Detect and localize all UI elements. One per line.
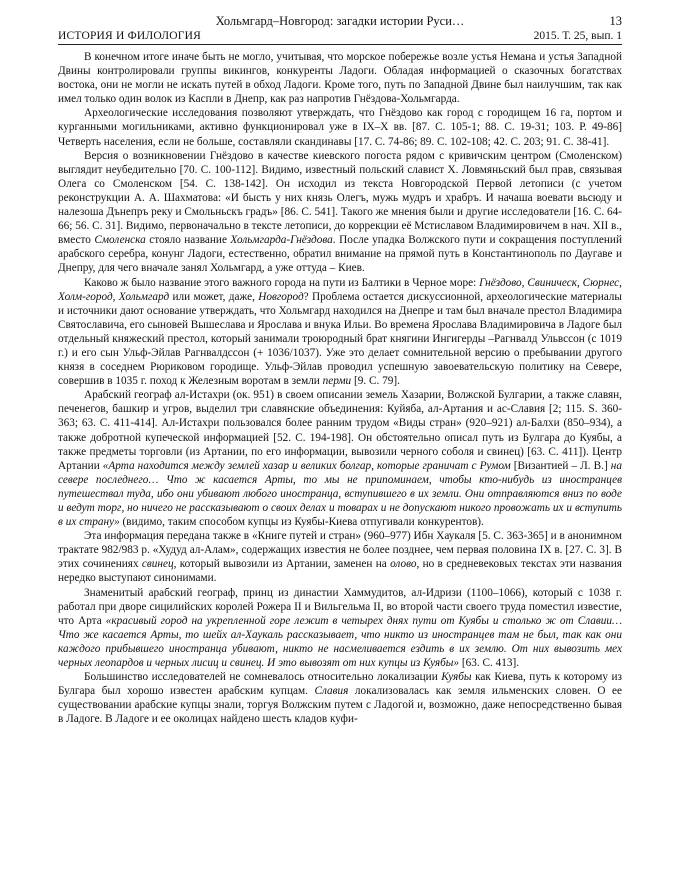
text-run: локализовалась как земля ильменских словен. О ее существовании арабские купцы знали, торгуя Волжским путем с Ладогой и, возможно, даже непосредственно бывая в Ладоге. В Ладоге и ее околицах найдено шесть кладов куфи- (58, 685, 622, 726)
text-run: Знаменитый арабский географ, принц из династии Хаммудитов, ал-Идризи (1100–1066), который с 1038 г. работал при дворе сицилийских королей Рожера II и Вильгельма II, во второй части своего труда поместил известие, что Арта (58, 586, 622, 627)
text-run: Арабский географ ал-Истахри (ок. 951) в своем описании земель Хазарии, Волжской Булгарии, а также славян, печенегов, башкир и угров, выделил три славянские объединения: Куйяба, ал-Артания и ас-Славия [2; 115. S. 360-363; 63. С. 411-414]. Ал-Истахри пользовался более ранним трудом «Виды стран» (920–921) ал-Балхи (850–934), а также добротной купеческой информацией [52. С. 194-198]. Он обстоятельно описал путь из Булгара до Куябы, а также предметы торговли (из Артании, по его информации, вывозили черного соболя и свинец) [63. С. 411]). Центр Артании (58, 389, 622, 472)
paragraph (58, 276, 622, 389)
paragraph (58, 586, 622, 671)
text-run: (видимо, таким способом купцы из Куябы-Киева отпугивали конкурентов). (119, 516, 484, 529)
text-run: Археологические исследования позволяют утверждать, что Гнёздово как город с городищем 16 га, портом и курганными могильниками, активно функционировал уже в IX–X вв. [87. С. 105-1; 88. С. 19-31; 103. Р. 49-86] Четверть населения, если не больше, составляли скандинавы [17. С. 74-86; 89. С. 102-108; 42. С. 203; 91. С. 38-41]. (58, 107, 622, 148)
paragraph (58, 670, 622, 726)
text-run: В конечном итоге иначе быть не могло, учитывая, что морское побережье возле устья Немана и устья Западной Двины контролировали группы викингов, конкуренты Ладоги. Обладая информацией о сказочных богатствах востока, они не могли не искать путей в обход Ладоги. Кроме того, путь по Западной Двине был наилучшим, так как имел только один волок из Каспли в Днепр, как раз напротив Гнёздова-Хольмгарда. (58, 51, 622, 106)
text-run: Эта информация передана также в «Книге путей и стран» (960–977) Ибн Хаукаля [5. С. 363-365] и в анонимном трактате 982/983 р. «Худуд ал-Алам», содержащих известия не более позднее, чем первая половина IX в. [27. С. 3]. В этих сочинениях (58, 530, 622, 571)
text-run: [Византией – Л. В.] (510, 459, 611, 472)
journal-info: 2015. Т. 25, вып. 1 (533, 30, 622, 42)
page-header (58, 14, 622, 28)
italic-text: «Арта находится между землей хазар и великих болгар, которые граничат с Румом (102, 459, 511, 472)
italic-text: Хольмгарда-Гнёздова (230, 234, 333, 247)
body-text (58, 50, 622, 727)
text-run: , но в средневековых текстах эти названия нередко выступают синонимами. (58, 558, 622, 585)
italic-text: Смоленска (94, 234, 146, 247)
paragraph (58, 529, 622, 585)
text-run: [63. С. 413]. (459, 657, 520, 670)
text-run: или может, даже, (169, 290, 259, 303)
page-number: 13 (609, 14, 622, 28)
italic-text: на севере последнего… Что ж касается Арты, то мы не припоминаем, чтобы кто-нибудь из иностранцев путешествал туда, ибо они убивают любого иностранца, вступившего в их земли. Они отправляются вниз по воде и ведут торг, но ничего не рассказывают о своих делах и товарах и не допускают никого провожать их и вступить в их страну» (58, 459, 622, 529)
text-run: [9. С. 79]. (351, 375, 400, 388)
text-run: стояло название (145, 234, 231, 247)
paragraph (58, 106, 622, 148)
paragraph (58, 388, 622, 529)
italic-text: Куябы (441, 671, 472, 684)
text-run: , который вывозили из Артании, заменен на (173, 558, 391, 571)
running-title: Хольмгард–Новгород: загадки истории Руси… (215, 14, 465, 28)
section-header (58, 29, 622, 44)
text-run: . После упадка Волжского пути и сокращения поступлений арабского серебра, конунг Ладоги, естественно, обратил внимание на прямой путь в Константинополь по Даугаве и Днепру, для чего вначале занял Хольмгард, а уже оттуда – Киев. (58, 234, 622, 275)
italic-text: перми (322, 375, 352, 388)
italic-text: Гнёздово, Свиническ, Сюрнес, Холм-город, Хольмгард (58, 276, 622, 303)
italic-text: Новгород (258, 290, 304, 303)
italic-text: свинец (141, 558, 174, 571)
text-run: Каково ж было название этого важного города на пути из Балтики в Черное море: (84, 276, 480, 289)
text-run: Большинство исследователей не сомневалось относительно локализации (84, 671, 442, 684)
italic-text: олово (390, 558, 417, 571)
section-title: ИСТОРИЯ И ФИЛОЛОГИЯ (58, 30, 202, 42)
text-run: ? Проблема остается дискуссионной, археологические материалы и источники дают основание утверждать, что Хольмгард находился на Днепре и там был вначале престол Владимира Святославича, его сыновей Вышеслава и Ярослава и внука Ильи. Во времена Ярослава Владимировича в Ладоге был отдельный княжеский престол, который занимали троюродный брат княгини Ингигерды –Рагнвалд Ульвссон (с 1019 г.) и его сын Ульф-Эйлав Рагнвалдссон (+ 1036/1037). Уже это делает сомнительной версию о пребывании другого князя в соседнем Рюриковом городище. Ульф-Эйлав проводил успешную завоевательскую политику на Севере, совершив в 1035 г. поход к Железным воротам в земли (58, 290, 622, 388)
italic-text: Славия (314, 685, 349, 698)
italic-text: «красивый город на укрепленной горе лежит в четырех днях пути от Куябы и столько ж от Славии… Что же касается Арты, то шейх ал-Хаукаль рассказывает, что никто из иностранцев там не был, так как они каждого прибывшего иностранца убивают, никто не насмеливается ездить в их землю. От них вывозить мех черных леопардов и черных лисиц и свинец. И это вывозят от них купцы из Куябы» (58, 614, 622, 670)
paragraph (58, 50, 622, 106)
text-run: как Киева, путь к которому из Булгара был хорошо известен арабским купцам. (58, 671, 622, 698)
text-run: Версия о возникновении Гнёздово в качестве киевского погоста рядом с кривичским центром (Смоленском) выглядит неубедительно [70. С. 100-112]. Видимо, известный польский славист Х. Ловмяньский был прав, связывая Олега со Смоленском [54. С. 138-142]. Он исходил из текста Новгородской Первой летописи (с учетом реконструкции А. А. Шахматова: «И бысть у них князь Олегъ, мужь мудръ и храбръ. И начаша воевати вьсюду и налезоша Дънепръ реку и Смольньскъ градъ» [86. С. 541]. Такого же мнения были и другие исследователи [16. С. 64-66; 56. С. 31]. Видимо, первоначально в тексте летописи, до коррекции её Мстиславом Владимировичем в нач. XII в., вместо (58, 149, 622, 247)
header-rule (58, 44, 622, 45)
paragraph (58, 149, 622, 276)
